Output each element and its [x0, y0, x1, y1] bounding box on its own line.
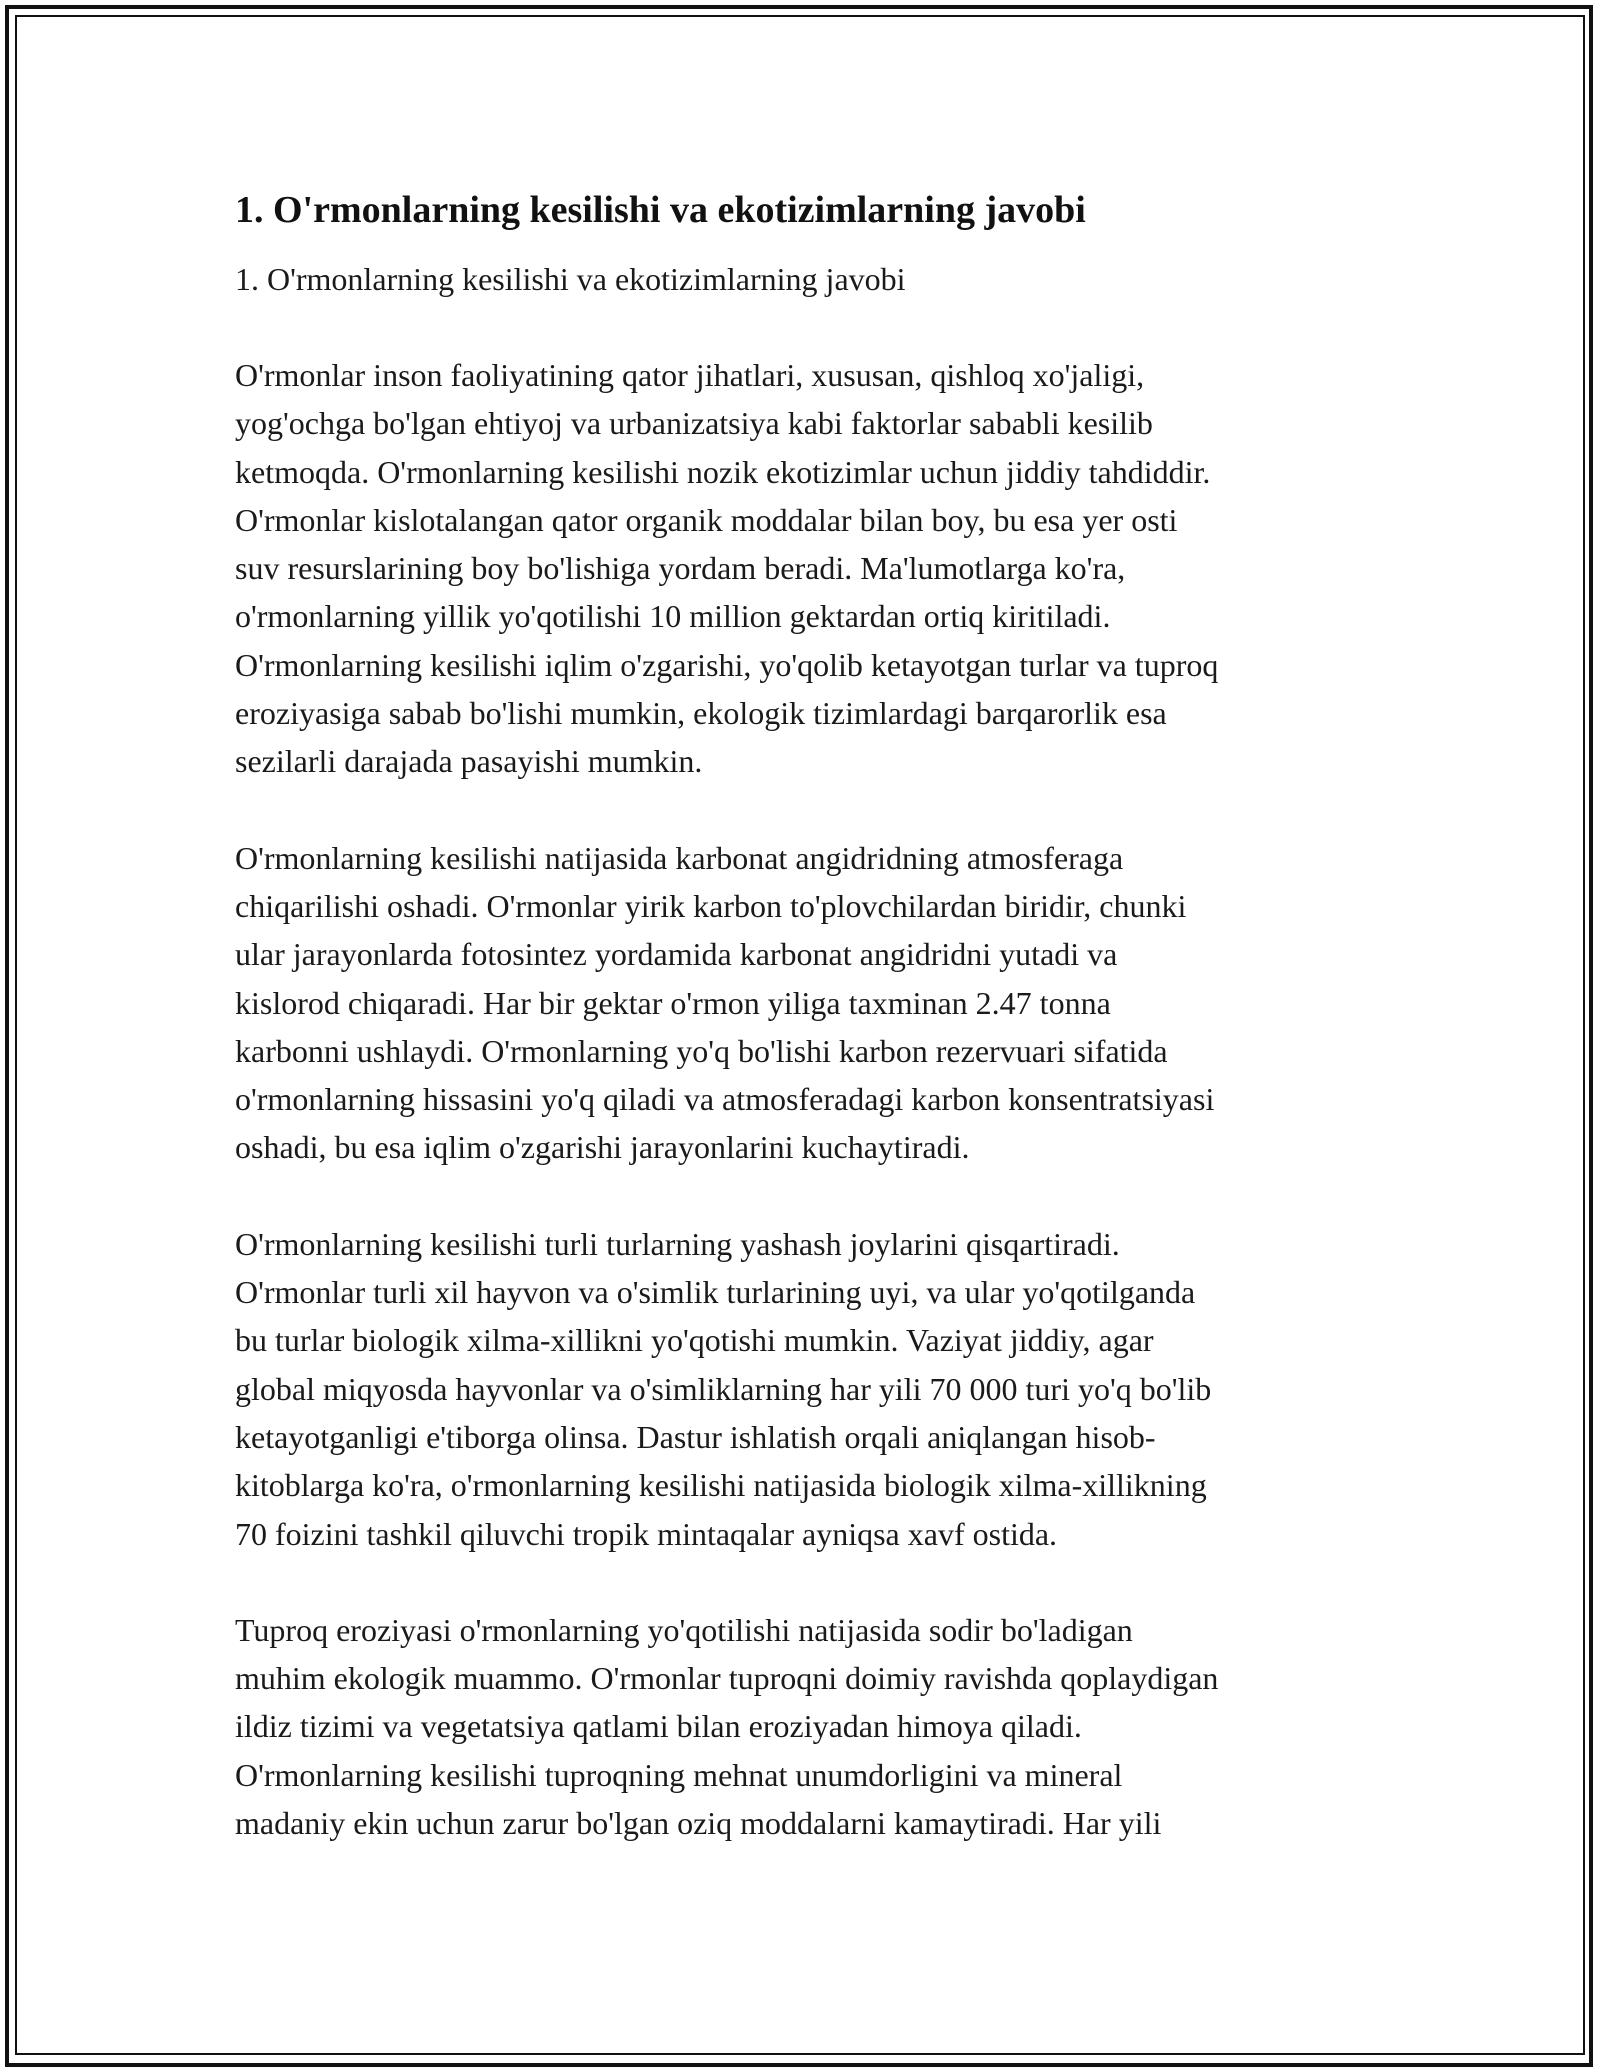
text-line: eroziyasiga sabab bo'lishi mumkin, ekologik tizimlardagi barqarorlik esa — [235, 695, 1167, 732]
text-line: O'rmonlarning kesilishi natijasida karbonat angidridning atmosferaga — [235, 839, 1124, 876]
text-line: ketmoqda. O'rmonlarning kesilishi nozik ekotizimlar uchun jiddiy tahdiddir. — [235, 453, 1211, 490]
section-heading: 1. O'rmonlarning kesilishi va ekotizimlarning javobi — [235, 189, 1086, 231]
text-line: 70 foizini tashkil qiluvchi tropik mintaqalar ayniqsa xavf ostida. — [235, 1515, 1058, 1552]
text-line: muhim ekologik muammo. O'rmonlar tuproqni doimiy ravishda qoplaydigan — [235, 1660, 1219, 1697]
text-line: kislorod chiqaradi. Har bir gektar o'rmon yiliga taxminan 2.47 tonna — [235, 984, 1111, 1021]
text-line: ildiz tizimi va vegetatsiya qatlami bilan eroziyadan himoya qiladi. — [235, 1708, 1082, 1745]
document-body — [235, 185, 1375, 1847]
text-line: sezilarli darajada pasayishi mumkin. — [235, 743, 703, 780]
text-line: o'rmonlarning yillik yo'qotilishi 10 million gektardan ortiq kiritiladi. — [235, 598, 1111, 635]
paragraph-list — [235, 351, 1375, 1847]
paragraph — [235, 351, 1375, 786]
text-line: global miqyosda hayvonlar va o'simliklarning har yili 70 000 turi yo'q bo'lib — [235, 1370, 1212, 1407]
section-subheading: 1. O'rmonlarning kesilishi va ekotizimlarning javobi — [235, 261, 906, 297]
text-line: kitoblarga ko'ra, o'rmonlarning kesilishi natijasida biologik xilma-xillikning — [235, 1467, 1207, 1504]
text-line: suv resurslarining boy bo'lishiga yordam beradi. Ma'lumotlarga ko'ra, — [235, 550, 1126, 587]
text-line: O'rmonlarning kesilishi tuproqning mehnat unumdorligini va mineral — [235, 1756, 1123, 1793]
text-line: Tuproq eroziyasi o'rmonlarning yo'qotilishi natijasida sodir bo'ladigan — [235, 1611, 1133, 1648]
text-line: karbonni ushlaydi. O'rmonlarning yo'q bo'lishi karbon rezervuari sifatida — [235, 1032, 1168, 1069]
text-line: ketayotganligi e'tiborga olinsa. Dastur ishlatish orqali aniqlangan hisob- — [235, 1418, 1156, 1455]
text-line: ular jarayonlarda fotosintez yordamida karbonat angidridni yutadi va — [235, 936, 1118, 973]
paragraph — [235, 1606, 1375, 1847]
text-line: bu turlar biologik xilma-xillikni yo'qotishi mumkin. Vaziyat jiddiy, agar — [235, 1322, 1154, 1359]
text-line: O'rmonlar turli xil hayvon va o'simlik turlarining uyi, va ular yo'qotilganda — [235, 1274, 1196, 1311]
text-line: chiqarilishi oshadi. O'rmonlar yirik karbon to'plovchilardan biridir, chunki — [235, 887, 1187, 924]
text-line: yog'ochga bo'lgan ehtiyoj va urbanizatsiya kabi faktorlar sababli kesilib — [235, 405, 1153, 442]
text-line: O'rmonlarning kesilishi turli turlarning yashash joylarini qisqartiradi. — [235, 1225, 1120, 1262]
paragraph — [235, 834, 1375, 1172]
text-line: O'rmonlar inson faoliyatining qator jihatlari, xususan, qishloq xo'jaligi, — [235, 357, 1145, 393]
paragraph — [235, 1220, 1375, 1558]
text-line: madaniy ekin uchun zarur bo'lgan oziq moddalarni kamaytiradi. Har yili — [235, 1805, 1162, 1842]
text-line: o'rmonlarning hissasini yo'q qiladi va atmosferadagi karbon konsentratsiyasi — [235, 1081, 1215, 1118]
text-line: oshadi, bu esa iqlim o'zgarishi jarayonlarini kuchaytiradi. — [235, 1129, 970, 1166]
text-line: O'rmonlarning kesilishi iqlim o'zgarishi, yo'qolib ketayotgan turlar va tuproq — [235, 646, 1219, 683]
text-line: O'rmonlar kislotalangan qator organik moddalar bilan boy, bu esa yer osti — [235, 501, 1178, 538]
